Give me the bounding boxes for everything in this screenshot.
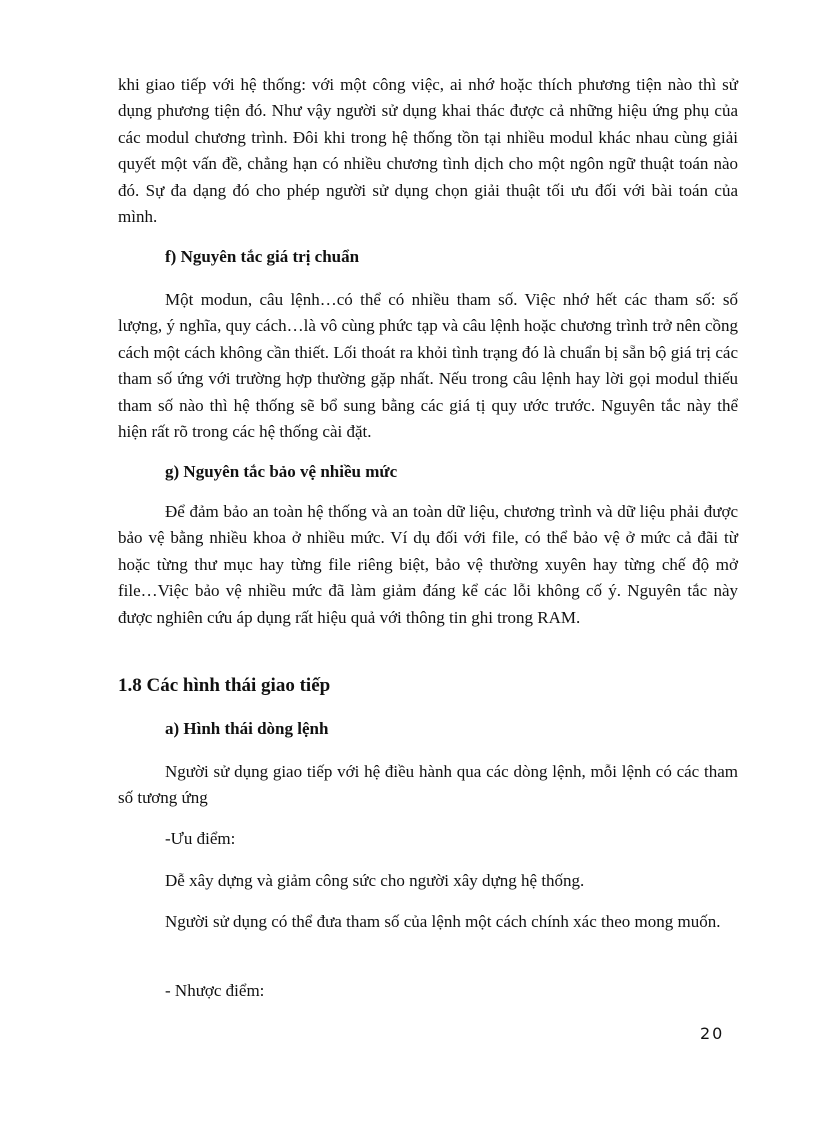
paragraph-g: Để đảm bảo an toàn hệ thống và an toàn dữ liệu, chương trình và dữ liệu phải được bảo vệ bằng nhiều khoa ở nhiều mức. Ví dụ đối với file, có thể bảo vệ ở mức cả đãi từ hoặc từng thư mục hay từng file riêng biệt, bảo vệ thường xuyên hay từng chế độ mở file…Việc bảo vệ nhiều mức đã làm giảm đáng kể các lỗi không cố ý. Nguyên tắc này được nghiên cứu áp dụng rất hiệu quả với thông tin ghi trong RAM.: [118, 502, 738, 627]
heading-a: a) Hình thái dòng lệnh: [165, 719, 329, 738]
page-number: 20: [700, 1024, 725, 1043]
disadvantages-label: - Nhược điểm:: [165, 981, 265, 1000]
paragraph-f: Một modun, câu lệnh…có thể có nhiều tham số. Việc nhớ hết các tham số: số lượng, ý nghĩa, quy cách…là vô cùng phức tạp và câu lệnh hoặc chương trình trở nên cồng cách một cách không cần thiết. Lối thoát ra khỏi tình trạng đó là chuẩn bị sẵn bộ giá trị các tham số ứng với trường hợp thường gặp nhất. Nếu trong câu lệnh hay lời gọi modul thiếu tham số nào thì hệ thống sẽ bổ sung bằng các giá tị quy ước trước. Nguyên tắc này thể hiện rất rõ trong các hệ thống cài đặt.: [118, 290, 738, 442]
advantage-1: Dễ xây dựng và giảm công sức cho người xây dựng hệ thống.: [165, 871, 585, 890]
intro-paragraph: khi giao tiếp với hệ thống: với một công việc, ai nhớ hoặc thích phương tiện nào thì sử dụng phương tiện đó. Như vậy người sử dụng khai thác được cả những hiệu ứng phụ của các modul chương trình. Đôi khi trong hệ thống tồn tại nhiều modul khác nhau cùng giải quyết một vấn đề, chẳng hạn có nhiều chương tình dịch cho một ngôn ngữ thuật toán nào đó. Sự đa dạng đó cho phép người sử dụng chọn giải thuật tối ưu đối với bài toán của mình.: [118, 75, 738, 227]
advantage-2: Người sử dụng có thể đưa tham số của lệnh một cách chính xác theo mong muốn.: [165, 912, 721, 931]
heading-g: g) Nguyên tắc bảo vệ nhiều mức: [165, 462, 398, 481]
heading-f: f) Nguyên tắc giá trị chuẩn: [165, 247, 360, 266]
section-heading-1-8: 1.8 Các hình thái giao tiếp: [118, 675, 331, 696]
paragraph-a: Người sử dụng giao tiếp với hệ điều hành qua các dòng lệnh, mỗi lệnh có các tham số tương ứng: [118, 762, 738, 808]
advantages-label: -Ưu điểm:: [165, 829, 236, 848]
